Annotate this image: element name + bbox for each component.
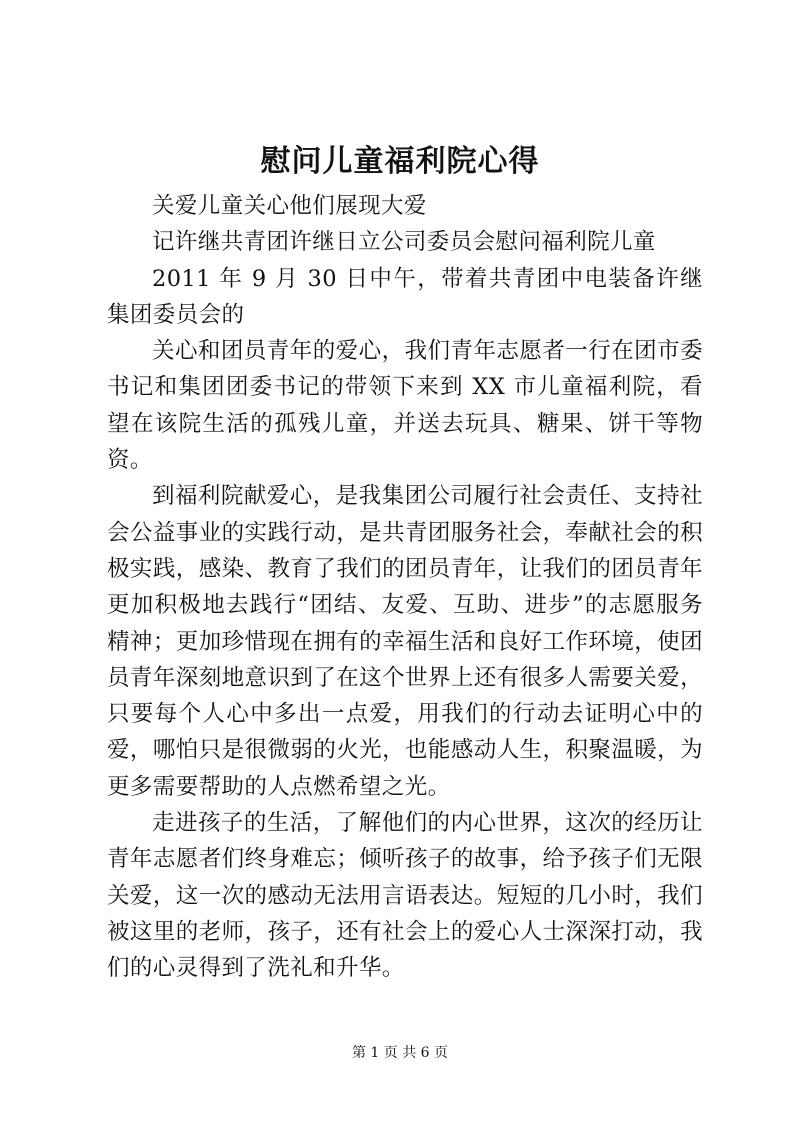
page-number-footer: 第 1 页 共 6 页 [351, 1045, 449, 1061]
body-paragraph: 到福利院献爱心，是我集团公司履行社会责任、支持社会公益事业的实践行动，是共青团服务社会，奉献社会的积极实践，感染、教育了我们的团员青年，让我们的团员青年更加积极地去践行“团结、友爱、互助、进步”的志愿服务精神；更加珍惜现在拥有的幸福生活和良好工作环境，使团员青年深刻地意识到了在这个世界上还有很多人需要关爱，只要每个人心中多出一点爱，用我们的行动去证明心中的爱，哪怕只是很微弱的火光，也能感动人生，积聚温暖，为更多需要帮助的人点燃希望之光。 [107, 483, 703, 800]
byline-paragraph: 记许继共青团许继日立公司委员会慰问福利院儿童 [152, 229, 656, 256]
body-paragraph: 关心和团员青年的爱心，我们青年志愿者一行在团市委书记和集团团委书记的带领下来到 XX 市儿童福利院，看望在该院生活的孤残儿童，并送去玩具、糖果、饼干等物资。 [107, 338, 703, 474]
body-paragraph: 2011 年 9 月 30 日中午，带着共青团中电装备许继集团委员会的 [107, 265, 703, 328]
body-paragraph: 走进孩子的生活，了解他们的内心世界，这次的经历让青年志愿者们终身难忘；倾听孩子的故事，给予孩子们无限关爱，这一次的感动无法用言语表达。短短的几小时，我们被这里的老师，孩子，还有社会上的爱心人士深深打动，我们的心灵得到了洗礼和升华。 [107, 810, 703, 982]
page-title: 慰问儿童福利院心得 [260, 144, 540, 179]
subtitle-paragraph: 关爱儿童关心他们展现大爱 [152, 193, 427, 219]
document-body [107, 188, 703, 987]
